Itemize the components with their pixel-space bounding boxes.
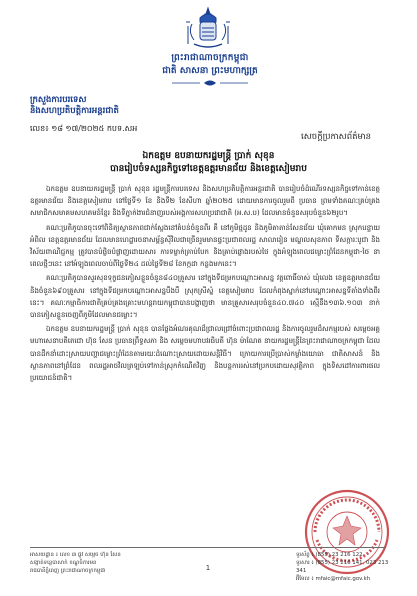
paragraph: គណៈប្រតិភូបានសួរសុខទុក្ខជនភៀសខ្លួនចំនួន៨៤០គ្រួសារ នៅក្នុងទីជម្រកបណ្តោះអាសន្ន វត្តពោធិ៍ចាស់ ឃុំលេង ខេត្តឧត្តរមានជ័យ និងចំនួន៦៩០គ្រួសារ នៅក្នុងទីជម្រកបណ្តោះអាសន្នបឹងបឹ ស្រុកស្រីស្នំ ខេត្តសៀមរាប ដែលកំពុងស្នាក់នៅបណ្តោះអាសន្នទីតាំងទាំងពីរនេះ។ គណៈកម្មាធិការជាតិគ្រប់គ្រងគ្រោះមហន្តរាយកម្ពុជាបានបង្ហាញថា មានគ្រួសារសរុបចំនួន៤០.៧៤០ ស្មើនឹង១៣៦.១០៣ នាក់ បានភៀសខ្លួនចេញពីភូមិដែលមានជម្លោះ។ [30,274,380,320]
address-line-2: សង្កាត់ទន្លេបាសាក់ ខណ្ឌចំការមន [30,560,97,566]
kingdom-title: ព្រះរាជាណាចក្រកម្ពុជា [171,53,249,63]
national-motto: ជាតិ សាសនា ព្រះមហាក្សត្រ [162,66,258,76]
headline-line-1: ឯកឧត្តម ឧបនាយករដ្ឋមន្ត្រី ប្រាក់ សុខុន [142,151,275,161]
footer-contacts [296,551,396,583]
ministry-line-2: និងសហប្រតិបត្តិការអន្តរជាតិ [30,106,119,116]
page-number: 1 [205,564,211,572]
document-type: សេចក្តីប្រកាសព័ត៌មាន [301,132,371,142]
footer-divider [30,547,386,548]
body-text [30,183,380,386]
paragraph: គណៈប្រតិភូបានចុះទៅពិនិត្យស្ថានភាពជាក់ស្តែងនៅតំបន់ចំនួនពីរ គឺ នៅភូមិថ្មដូន និងភូមិតាតាន់សែនជ័យ ឃុំគោកមន ស្រុកបន្ទាយអំពិល ខេត្តឧត្តរមានជ័យ ដែលមានហេដ្ឋារចនាសម្ព័ន្ធស៊ីវិលជាច្រើនរួមមានផ្ទះប្រជាពលរដ្ឋ សាលារៀន មណ្ឌលសុខភាព ទីសក្ការៈបូជា និងវិស័យពាណិជ្ជកម្ម ត្រូវបានបំផ្លិចបំផ្លាញដោយសារ ការទម្លាក់គ្រាប់បែក និងគ្រាប់ផ្លោងរបស់ថៃ ក្នុងអំឡុងពេលជម្លោះព្រំដែនកម្ពុជា-ថៃ នាពេលថ្មីៗនេះ នៅអំឡុងពេលចាប់ពីថ្ងៃទី២៤ ដល់ថ្ងៃទី២៨ ខែកក្កដា កន្លងមកនេះ។ [30,223,380,269]
contact-fax: ទូរសារ ៖ (855) 23 216 141, 023 213 341 [296,560,389,574]
headline-line-2: បានរៀបចំទស្សនកិច្ចទៅខេត្តឧត្តរមានជ័យ និងខេត្តសៀមរាប [110,164,307,174]
reference-number: លេខ៖ ១៨ ១៧/២០២៥ កបទ.សអ [30,124,138,133]
ministry-line-1: ក្រសួងការបរទេស [30,95,87,105]
address-line-3: រាជធានីភ្នំពេញ ព្រះរាជាណាចក្រកម្ពុជា [30,568,106,574]
paragraph: ឯកឧត្តម ឧបនាយករដ្ឋមន្ត្រី ប្រាក់ សុខុន បានថ្លែងអំណរគុណដ៏ជ្រាលជ្រៅចំពោះប្រជាពលរដ្ឋ និងការចូលរួមដ៏សកម្មរបស់ សម្តេចអគ្គមហាសេនាបតីតេជោ ហ៊ុន សែន ប្រធានព្រឹទ្ធសភា និង សម្តេចមហាបវរធិបតី ហ៊ុន ម៉ាណែត នាយករដ្ឋមន្ត្រីនៃព្រះរាជាណាចក្រកម្ពុជា ដែលបានដឹកនាំដោះស្រាយបញ្ហាជម្លោះព្រំដែនតាមរយៈដំណោះស្រាយដោយសន្តិវិធី។ ក្រោយការប្រើប្រាស់កម្លាំងយោធា ជាតិសាសន៍ និងស្ថានភាពនៅព្រំដែន ពលរដ្ឋអាចវិលត្រឡប់ទៅកាន់ស្រុកកំណើតវិញ និងបន្តការរស់នៅប្រកបដោយសុវត្ថិភាព ក្នុងទិសដៅការពារផលប្រយោជន៍ជាតិ។ [30,325,380,383]
contact-email: អ៊ីមែល ៖ mfaic@mfaic.gov.kh [296,576,371,582]
royal-emblem-icon [178,6,238,50]
address-line-1: អាសយដ្ឋាន ៖ លេខ ៣ ផ្លូវ សម្តេច ហ៊ុន សែន [30,552,121,558]
ornament-divider-icon [170,79,250,87]
paragraph: ឯកឧត្តម ឧបនាយករដ្ឋមន្ត្រី ប្រាក់ សុខុន រដ្ឋមន្ត្រីការបរទេស និងសហប្រតិបត្តិការអន្តរជាតិ បានរៀបចំដំណើរទស្សនកិច្ចទៅកាន់ខេត្តឧត្តរមានជ័យ និងខេត្តសៀមរាប នៅថ្ងៃទី១ ខែ និងទី២ ខែសីហា ឆ្នាំ២០២៥ ដោយមានការចូលរួមពី ប្រធាន ព្រមទាំងគណៈគ្រប់គ្រងសមាជិកសមាគមសហគមន៍ខ្មែរ និងទីភ្នាក់ងារជំនាញរបស់អង្គការសហប្រជាជាតិ (អ.ស.ប) ដែលមានចំនួនសរុបចំនួន៦២រូប។ [30,185,380,218]
contact-telephone: ទូរស័ព្ទ ៖ (855) 23 216 122 [296,552,363,558]
footer-address [30,551,200,575]
headline [40,150,377,176]
ministry-name [30,95,119,117]
